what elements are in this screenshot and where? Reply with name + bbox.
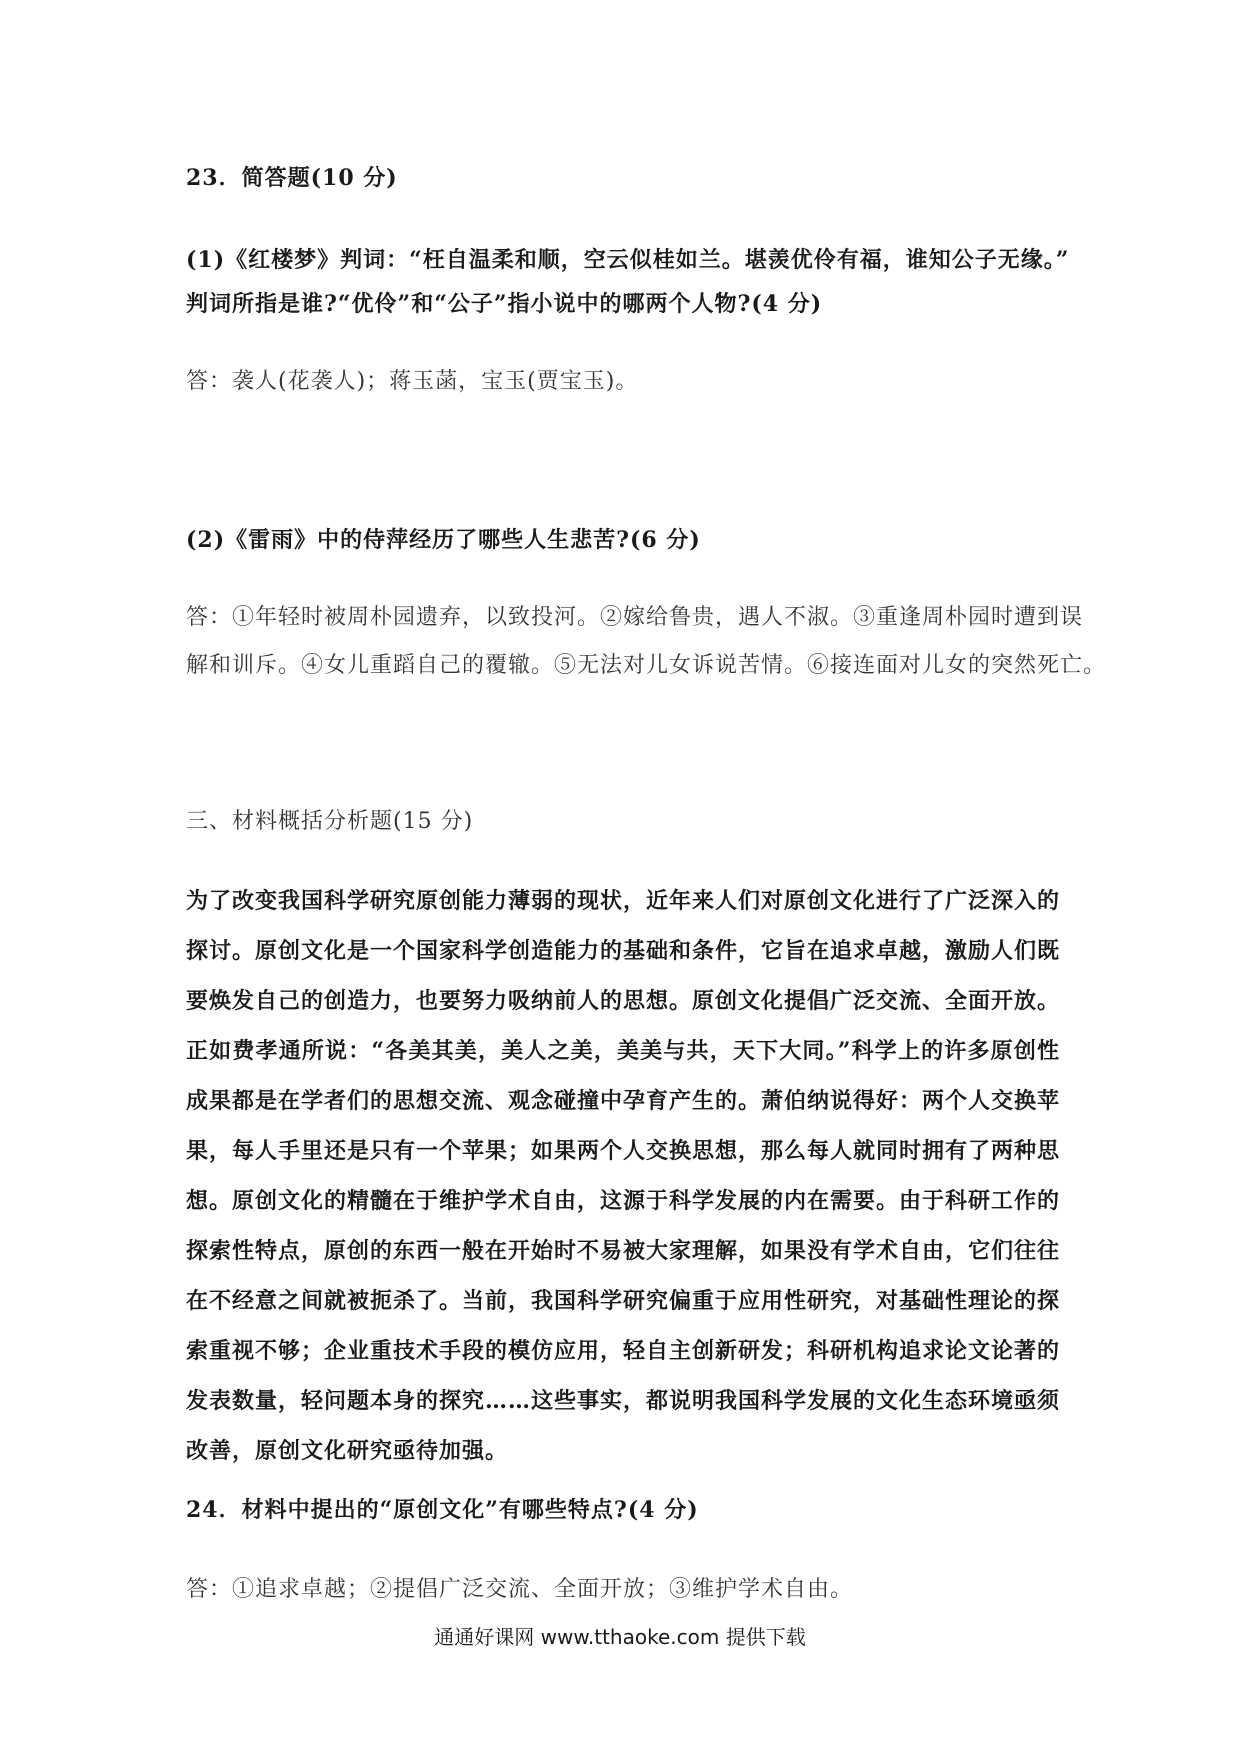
footer-source: 通通好课网 www.tthaoke.com 提供下载 <box>434 1625 806 1649</box>
q23-heading: 23．简答题(10 分) <box>186 165 398 191</box>
q24-question: 24．材料中提出的“原创文化”有哪些特点?(4 分) <box>186 1497 699 1523</box>
q24-answer: 答：①追求卓越；②提倡广泛交流、全面开放；③维护学术自由。 <box>186 1577 854 1602</box>
q23-sub2-answer-line2: 解和训斥。④女儿重蹈自己的覆辙。⑤无法对儿女诉说苦情。⑥接连面对儿女的突然死亡。 <box>186 653 1107 678</box>
q23-sub1-question-line2: 判词所指是谁?“优伶”和“公子”指小说中的哪两个人物?(4 分) <box>186 291 823 317</box>
q23-sub1-question-line1: (1)《红楼梦》判词：“枉自温柔和顺，空云似桂如兰。堪羡优伶有福，谁知公子无缘。” <box>186 247 1070 273</box>
q23-sub2-question: (2)《雷雨》中的侍萍经历了哪些人生悲苦?(6 分) <box>186 527 701 553</box>
section3-heading: 三、材料概括分析题(15 分) <box>186 809 474 834</box>
q23-sub1-answer: 答：袭人(花袭人)；蒋玉菡，宝玉(贾宝玉)。 <box>186 369 639 394</box>
material-paragraph: 为了改变我国科学研究原创能力薄弱的现状，近年来人们对原创文化进行了广泛深入的探讨。原创文化是一个国家科学创造能力的基础和条件，它旨在追求卓越，激励人们既要焕发自己的创造力，也要努力吸纳前人的思想。原创文化提倡广泛交流、全面开放。正如费孝通所说：“各美其美，美人之美，美美与共，天下大同。”科学上的许多原创性成果都是在学者们的思想交流、观念碰撞中孕育产生的。萧伯纳说得好：两个人交换苹果，每人手里还是只有一个苹果；如果两个人交换思想，那么每人就同时拥有了两种思想。原创文化的精髓在于维护学术自由，这源于科学发展的内在需要。由于科研工作的探索性特点，原创的东西一般在开始时不易被大家理解，如果没有学术自由，它们往往在不经意之间就被扼杀了。当前，我国科学研究偏重于应用性研究，对基础性理论的探索重视不够；企业重技术手段的模仿应用，轻自主创新研发；科研机构追求论文论著的发表数量，轻问题本身的探究……这些事实，都说明我国科学发展的文化生态环境亟须改善，原创文化研究亟待加强。 <box>186 888 1061 1464</box>
q23-sub2-answer-line1: 答：①年轻时被周朴园遗弃，以致投河。②嫁给鲁贵，遇人不淑。③重逢周朴园时遭到误 <box>186 605 1084 630</box>
